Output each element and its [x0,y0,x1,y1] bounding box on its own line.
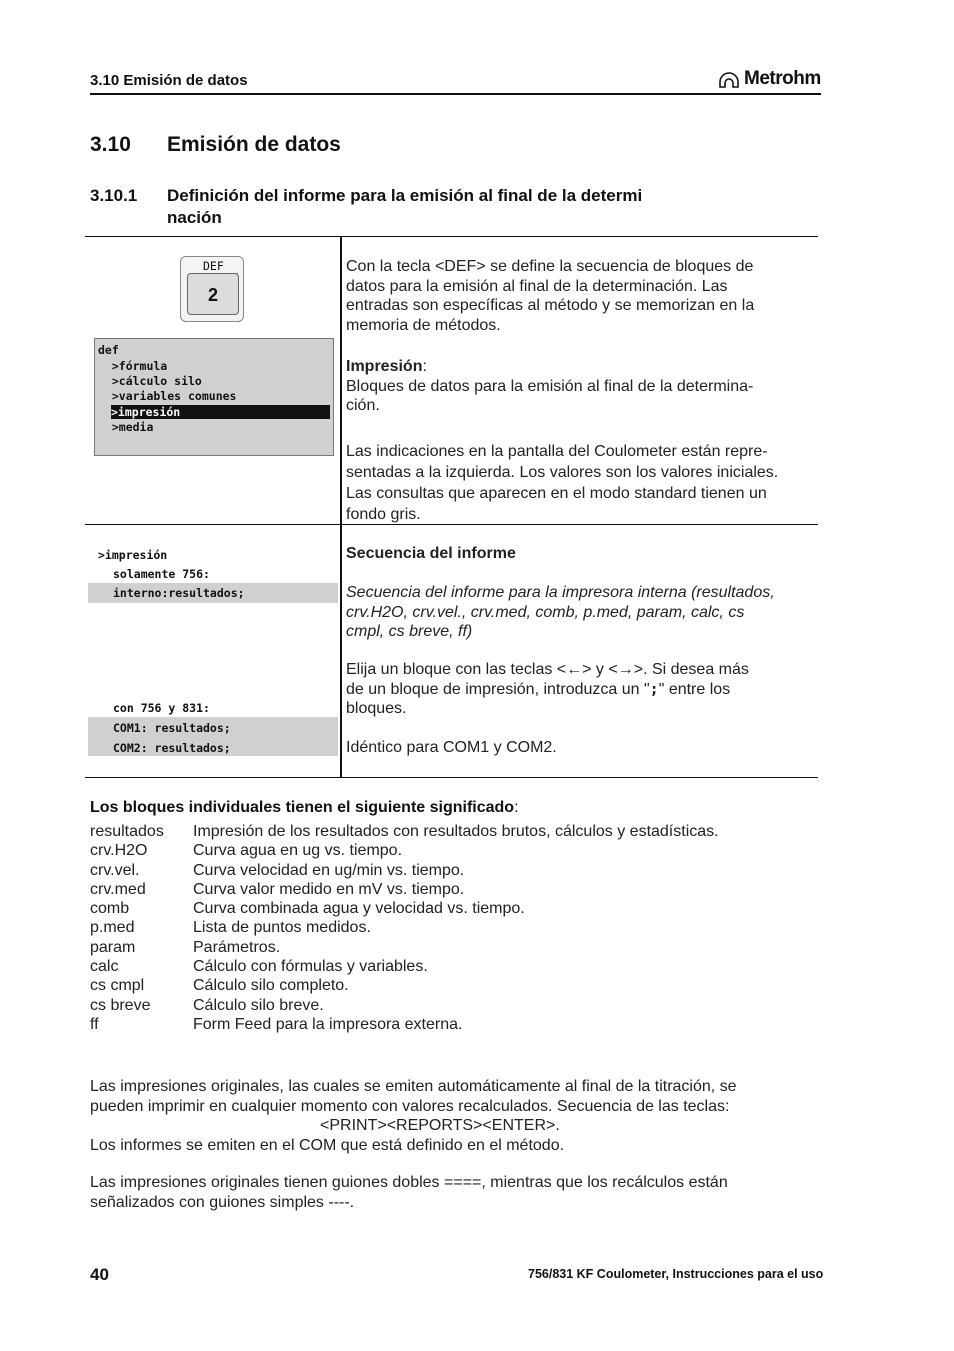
text-line: memoria de métodos. [346,316,501,334]
def-key-face: 2 [187,273,239,315]
config-line: con 756 y 831: [113,701,210,715]
block-term: calc [90,958,119,976]
block-term: crv.med [90,880,146,898]
sequence-italic-paragraph [346,583,816,642]
subsection-number: 3.10.1 [90,186,138,205]
list-item [90,996,810,1015]
subsection-title-line1: Definición del informe para la emisión al final de la determi [167,186,643,205]
block-desc: Curva agua en ug vs. tiempo. [193,842,403,860]
page-number: 40 [90,1265,109,1284]
text-line: sentadas a la izquierda. Los valores son los valores iniciales. [346,464,779,481]
def-key-label: DEF [203,259,224,273]
block-term: param [90,938,136,956]
list-item [90,957,810,976]
block-desc: Parámetros. [193,938,281,956]
text-line: ción. [346,397,380,414]
text-line: Las impresiones originales, las cuales se emiten automáticamente al final de la titración, se [90,1078,737,1095]
text-line: Las consultas que aparecen en el modo standard tienen un [346,485,767,502]
coulometer-display [94,338,334,456]
table-top-rule [85,236,818,237]
text-line: fondo gris. [346,506,421,523]
list-item [90,938,810,957]
list-item [90,918,810,937]
block-desc: Form Feed para la impresora externa. [193,1015,463,1033]
table-column-divider [340,236,342,778]
table-bottom-rule [85,777,818,778]
reprint-note [90,1077,820,1155]
block-desc: Curva velocidad en ug/min vs. tiempo. [193,861,465,879]
section-title: Emisión de datos [167,133,341,156]
text-line: pueden imprimir en cualquier momento con valores recalculados. Secuencia de las teclas: [90,1097,730,1115]
blocks-title: Los bloques individuales tienen el siguiente significado: [90,799,519,816]
text-line: Las impresiones originales tienen guiones dobles ====, mientras que los recálculos están [90,1174,728,1191]
config-line-query: COM2: resultados; [113,741,231,755]
impresion-label: Impresión [346,358,423,375]
running-header-section: 3.10 Emisión de datos [90,72,248,89]
block-term: comb [90,900,130,918]
block-term: crv.H2O [90,842,148,860]
block-desc: Curva combinada agua y velocidad vs. tiempo. [193,900,525,918]
block-desc: Cálculo con fórmulas y variables. [193,958,428,976]
list-item [90,976,810,995]
display-line: >variables comunes [98,389,237,403]
block-desc: Cálculo silo completo. [193,977,349,995]
subsection-title-line2: nación [167,208,222,227]
text-line: Secuencia del informe para la impresora interna (resultados, [346,584,775,601]
list-item [90,841,810,860]
def-key [180,256,244,322]
display-line: >cálculo silo [98,374,202,388]
brand-name: Metrohm [744,68,821,89]
block-desc: Lista de puntos medidos. [193,919,371,937]
config-line-query: interno:resultados; [113,586,245,600]
footer-title: 756/831 KF Coulometer, Instrucciones para el uso [528,1267,824,1281]
block-term: cs breve [90,996,151,1014]
subsection-heading [90,185,642,229]
display-line: >fórmula [98,359,168,373]
brand-logo [718,68,821,90]
header-rule [90,93,821,95]
list-item [90,899,810,918]
list-item [90,880,810,899]
intro-paragraph [346,257,816,335]
text-line: bloques. [346,700,407,717]
text-line: entradas son específicas al método y se memorizan en la [346,297,755,314]
text-line: Bloques de datos para la emisión al final de la determina- [346,377,754,395]
text-line: Los informes se emiten en el COM que está definido en el método. [90,1136,565,1154]
block-term: resultados [90,823,164,840]
display-line: >media [98,420,154,434]
block-term: p.med [90,919,135,937]
text-line: Elija un bloque con las teclas <←> y <→>. Si desea más [346,661,749,678]
text-line: crv.H2O, crv.vel., crv.med, comb, p.med, param, calc, cs [346,603,745,621]
block-desc: Impresión de los resultados con resultados brutos, cálculos y estadísticas. [193,823,719,840]
list-item [90,1015,810,1034]
text-line: señalizados con guiones simples ----. [90,1193,355,1211]
block-term: ff [90,1015,99,1033]
block-term: cs cmpl [90,977,145,995]
impresion-paragraph: Impresión: Bloques de datos para la emisión al final de la determina- ción. [346,357,816,416]
config-line-query: COM1: resultados; [113,721,231,735]
blocks-definition-list [90,822,810,1034]
sequence-title: Secuencia del informe [346,545,516,562]
display-note-paragraph [346,441,816,525]
choose-block-paragraph: Elija un bloque con las teclas <←> y <→>. Si desea más de un bloque de impresión, introduzca un ";" entre los bloques. [346,660,816,719]
block-desc: Curva valor medido en mV vs. tiempo. [193,880,465,898]
same-for-com-note: Idéntico para COM1 y COM2. [346,739,557,756]
text-line: datos para la emisión al final de la determinación. Las [346,277,728,295]
text-line: Las indicaciones en la pantalla del Coulometer están repre- [346,443,768,460]
text-line: Con la tecla <DEF> se define la secuencia de bloques de [346,258,754,275]
display-line: def [98,343,119,357]
section-heading [90,133,341,157]
list-item [90,861,810,880]
list-item [90,822,810,841]
config-line: >impresión [98,548,168,562]
key-sequence: <PRINT><REPORTS><ENTER>. [320,1117,560,1134]
block-desc: Cálculo silo breve. [193,996,324,1014]
semicolon-symbol: ; [649,679,659,698]
dash-note [90,1173,820,1212]
section-number: 3.10 [90,133,131,156]
config-line: solamente 756: [113,567,210,581]
display-line-selected: >impresión [111,405,330,419]
block-term: crv.vel. [90,861,140,879]
text-line: cmpl, cs breve, ff) [346,623,473,640]
metrohm-logo-icon [718,70,740,88]
